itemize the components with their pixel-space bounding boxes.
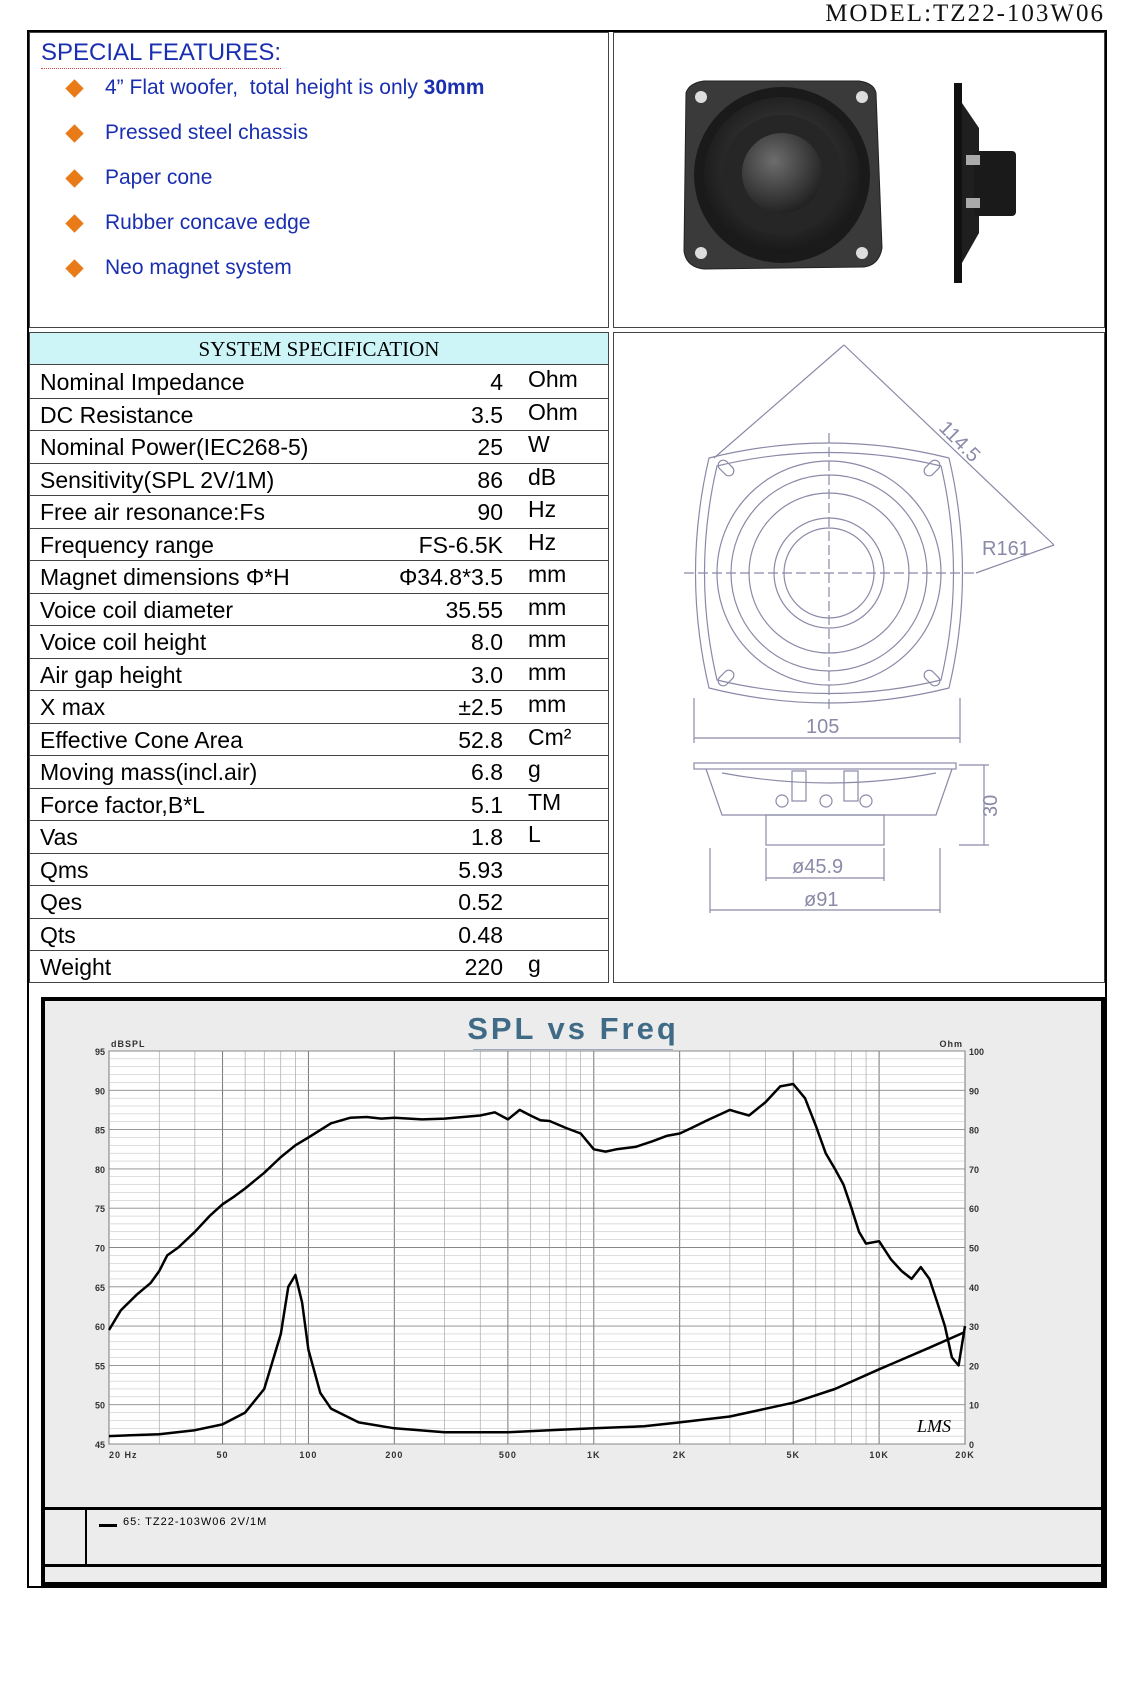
y-tick-label: 65: [94, 1282, 105, 1293]
spec-label: Qts: [40, 921, 76, 948]
x-tick-label: 10K: [869, 1450, 889, 1460]
feature-text: 4” Flat woofer, total height is only: [105, 76, 424, 99]
spec-label: Sensitivity(SPL 2V/1M): [40, 466, 275, 493]
spec-row: [30, 854, 608, 887]
y2-tick-label: 40: [969, 1282, 980, 1293]
y2-tick-label: 80: [969, 1125, 980, 1136]
special-features-panel: [29, 32, 609, 328]
y-tick-label: 95: [94, 1047, 105, 1057]
x-tick-label: 20 Hz: [109, 1450, 138, 1460]
dimension-drawing-panel: [613, 332, 1105, 983]
y2-axis-label: Ohm: [939, 1039, 963, 1049]
spec-unit: mm: [528, 691, 567, 717]
spec-unit: Hz: [528, 496, 557, 522]
y2-tick-label: 0: [969, 1440, 975, 1450]
bullet-diamond-icon: [65, 169, 83, 187]
spec-table-header: SYSTEM SPECIFICATION: [30, 333, 608, 365]
feature-item: [68, 211, 310, 235]
y-tick-label: 85: [94, 1125, 105, 1136]
spec-unit: L: [528, 821, 541, 847]
spec-row: [30, 919, 608, 952]
spec-value: Φ34.8*3.5: [398, 564, 503, 590]
spec-row: [30, 951, 608, 984]
spec-row: [30, 496, 608, 529]
spec-unit: TM: [528, 788, 562, 815]
y2-tick-label: 30: [969, 1322, 980, 1333]
y-tick-label: 50: [94, 1400, 105, 1411]
spec-value: 35.55: [445, 596, 503, 623]
spec-value: ±2.5: [458, 694, 503, 720]
spec-row: [30, 464, 608, 497]
spec-value: 90: [477, 499, 503, 525]
spec-unit: mm: [528, 626, 567, 652]
spec-row: [30, 561, 608, 594]
feature-bold-text: 30mm: [423, 76, 485, 99]
spec-unit: mm: [528, 658, 567, 685]
spec-value: 4: [490, 369, 503, 395]
spec-label: DC Resistance: [40, 401, 194, 428]
spec-label: Nominal Impedance: [40, 369, 245, 395]
y-tick-label: 80: [94, 1164, 105, 1175]
spec-unit: W: [528, 431, 550, 457]
x-tick-label: 20K: [955, 1450, 975, 1460]
bullet-diamond-icon: [65, 79, 83, 97]
y2-tick-label: 10: [969, 1400, 980, 1411]
chart-title: SPL vs Freq: [45, 1011, 1101, 1050]
x-tick-label: 500: [498, 1450, 517, 1460]
x-tick-label: 50: [216, 1450, 229, 1460]
spec-value: 1.8: [471, 824, 503, 850]
spec-value: 220: [464, 954, 503, 980]
spec-value: FS-6.5K: [418, 531, 503, 558]
spec-label: Effective Cone Area: [40, 726, 243, 753]
feature-item: [68, 166, 212, 190]
y-tick-label: 90: [94, 1086, 105, 1097]
model-number: MODEL:TZ22-103W06: [825, 0, 1105, 27]
y-tick-label: 60: [94, 1322, 105, 1333]
y-tick-label: 55: [94, 1361, 105, 1372]
spec-row: [30, 626, 608, 659]
spec-unit: g: [528, 756, 541, 782]
spec-row: [30, 691, 608, 724]
spec-row: [30, 431, 608, 464]
feature-item: [68, 76, 484, 100]
features-title: SPECIAL FEATURES:: [41, 39, 282, 66]
chart-legend: [45, 1507, 1105, 1567]
spec-label: Voice coil height: [40, 629, 207, 655]
legend-line-icon: [99, 1524, 117, 1527]
spec-label: Air gap height: [40, 661, 182, 688]
spec-value: 3.5: [471, 401, 503, 428]
y-tick-label: 45: [94, 1440, 105, 1450]
spec-unit: Ohm: [528, 366, 578, 392]
spec-value: 0.48: [458, 921, 503, 948]
feature-text: Neo magnet system: [105, 256, 292, 279]
bullet-diamond-icon: [65, 259, 83, 277]
spl-graph-panel: [29, 987, 1105, 1586]
feature-item: [68, 121, 308, 145]
y-axis-label: dBSPL: [111, 1039, 146, 1049]
dim-radius-label: R161: [982, 538, 1030, 560]
bullet-diamond-icon: [65, 124, 83, 142]
y2-tick-label: 90: [969, 1086, 980, 1097]
y2-tick-label: 50: [969, 1243, 980, 1254]
dim-magnet-label: ø45.9: [792, 856, 844, 878]
spec-value: 8.0: [471, 629, 503, 655]
spl-chart-svg: [45, 1001, 1101, 1507]
dim-basket-label: ø91: [804, 889, 839, 911]
y-tick-label: 70: [94, 1243, 105, 1254]
spec-value: 6.8: [471, 759, 503, 785]
feature-item: [68, 256, 292, 280]
spec-label: Nominal Power(IEC268-5): [40, 434, 309, 460]
spec-label: Qms: [40, 856, 89, 883]
spec-row: [30, 594, 608, 627]
x-tick-label: 100: [299, 1450, 318, 1460]
spec-label: Frequency range: [40, 531, 214, 558]
spec-label: Voice coil diameter: [40, 596, 234, 623]
x-tick-label: 5K: [786, 1450, 800, 1460]
x-tick-label: 2K: [672, 1450, 687, 1460]
dim-height-label: 30: [980, 794, 1002, 817]
bullet-diamond-icon: [65, 214, 83, 232]
spec-label: Free air resonance:Fs: [40, 499, 265, 525]
y2-tick-label: 100: [969, 1047, 985, 1057]
legend-divider: [85, 1510, 87, 1564]
dimension-drawing: [614, 333, 1104, 982]
speaker-photo-panel: [613, 32, 1105, 328]
spec-value: 5.1: [471, 791, 503, 818]
lms-logo: LMS: [917, 1416, 952, 1436]
spec-unit: dB: [528, 463, 557, 490]
legend-entry: 65: TZ22-103W06 2V/1M: [123, 1516, 268, 1528]
spec-value: 3.0: [471, 661, 503, 688]
dim-width-label: 105: [806, 716, 840, 738]
spec-label: Weight: [40, 954, 112, 980]
feature-text: Rubber concave edge: [105, 211, 311, 234]
x-tick-label: 1K: [587, 1450, 601, 1460]
spec-value: 25: [477, 434, 503, 460]
spec-row: [30, 724, 608, 757]
dim-diagonal-label: 114.5: [934, 416, 985, 467]
spec-row: [30, 789, 608, 822]
spec-unit: mm: [528, 561, 567, 587]
spec-value: 86: [477, 466, 503, 493]
spec-unit: g: [528, 951, 541, 977]
spec-value: 0.52: [458, 889, 503, 915]
feature-text: Pressed steel chassis: [105, 121, 309, 144]
spec-label: Magnet dimensions Φ*H: [40, 564, 290, 590]
spec-row: [30, 399, 608, 432]
y2-tick-label: 20: [969, 1361, 980, 1372]
spec-row: [30, 366, 608, 399]
y2-tick-label: 70: [969, 1164, 980, 1175]
datasheet-frame: [27, 30, 1107, 1588]
speaker-front-view: [684, 81, 882, 269]
spec-row: [30, 659, 608, 692]
y-tick-label: 75: [94, 1204, 105, 1215]
spec-row: [30, 886, 608, 919]
spl-chart: [41, 997, 1105, 1586]
side-outline-drawing: [694, 763, 989, 913]
spec-unit: Cm²: [528, 723, 572, 750]
spec-unit: mm: [528, 593, 567, 620]
spec-value: 52.8: [458, 726, 503, 753]
spec-unit: Ohm: [528, 398, 578, 425]
spec-label: Force factor,B*L: [40, 791, 205, 818]
spec-label: Qes: [40, 889, 83, 915]
spec-row: [30, 529, 608, 562]
feature-text: Paper cone: [105, 166, 213, 189]
spec-row: [30, 756, 608, 789]
system-specification-table: [29, 332, 609, 983]
spec-value: 5.93: [458, 856, 503, 883]
speaker-side-view: [954, 83, 1016, 283]
spec-label: Vas: [40, 824, 78, 850]
x-tick-label: 200: [385, 1450, 404, 1460]
y2-tick-label: 60: [969, 1204, 980, 1215]
spec-label: X max: [40, 694, 106, 720]
spec-unit: Hz: [528, 528, 557, 555]
speaker-photo: [614, 33, 1104, 327]
spec-label: Moving mass(incl.air): [40, 759, 258, 785]
spec-row: [30, 821, 608, 854]
